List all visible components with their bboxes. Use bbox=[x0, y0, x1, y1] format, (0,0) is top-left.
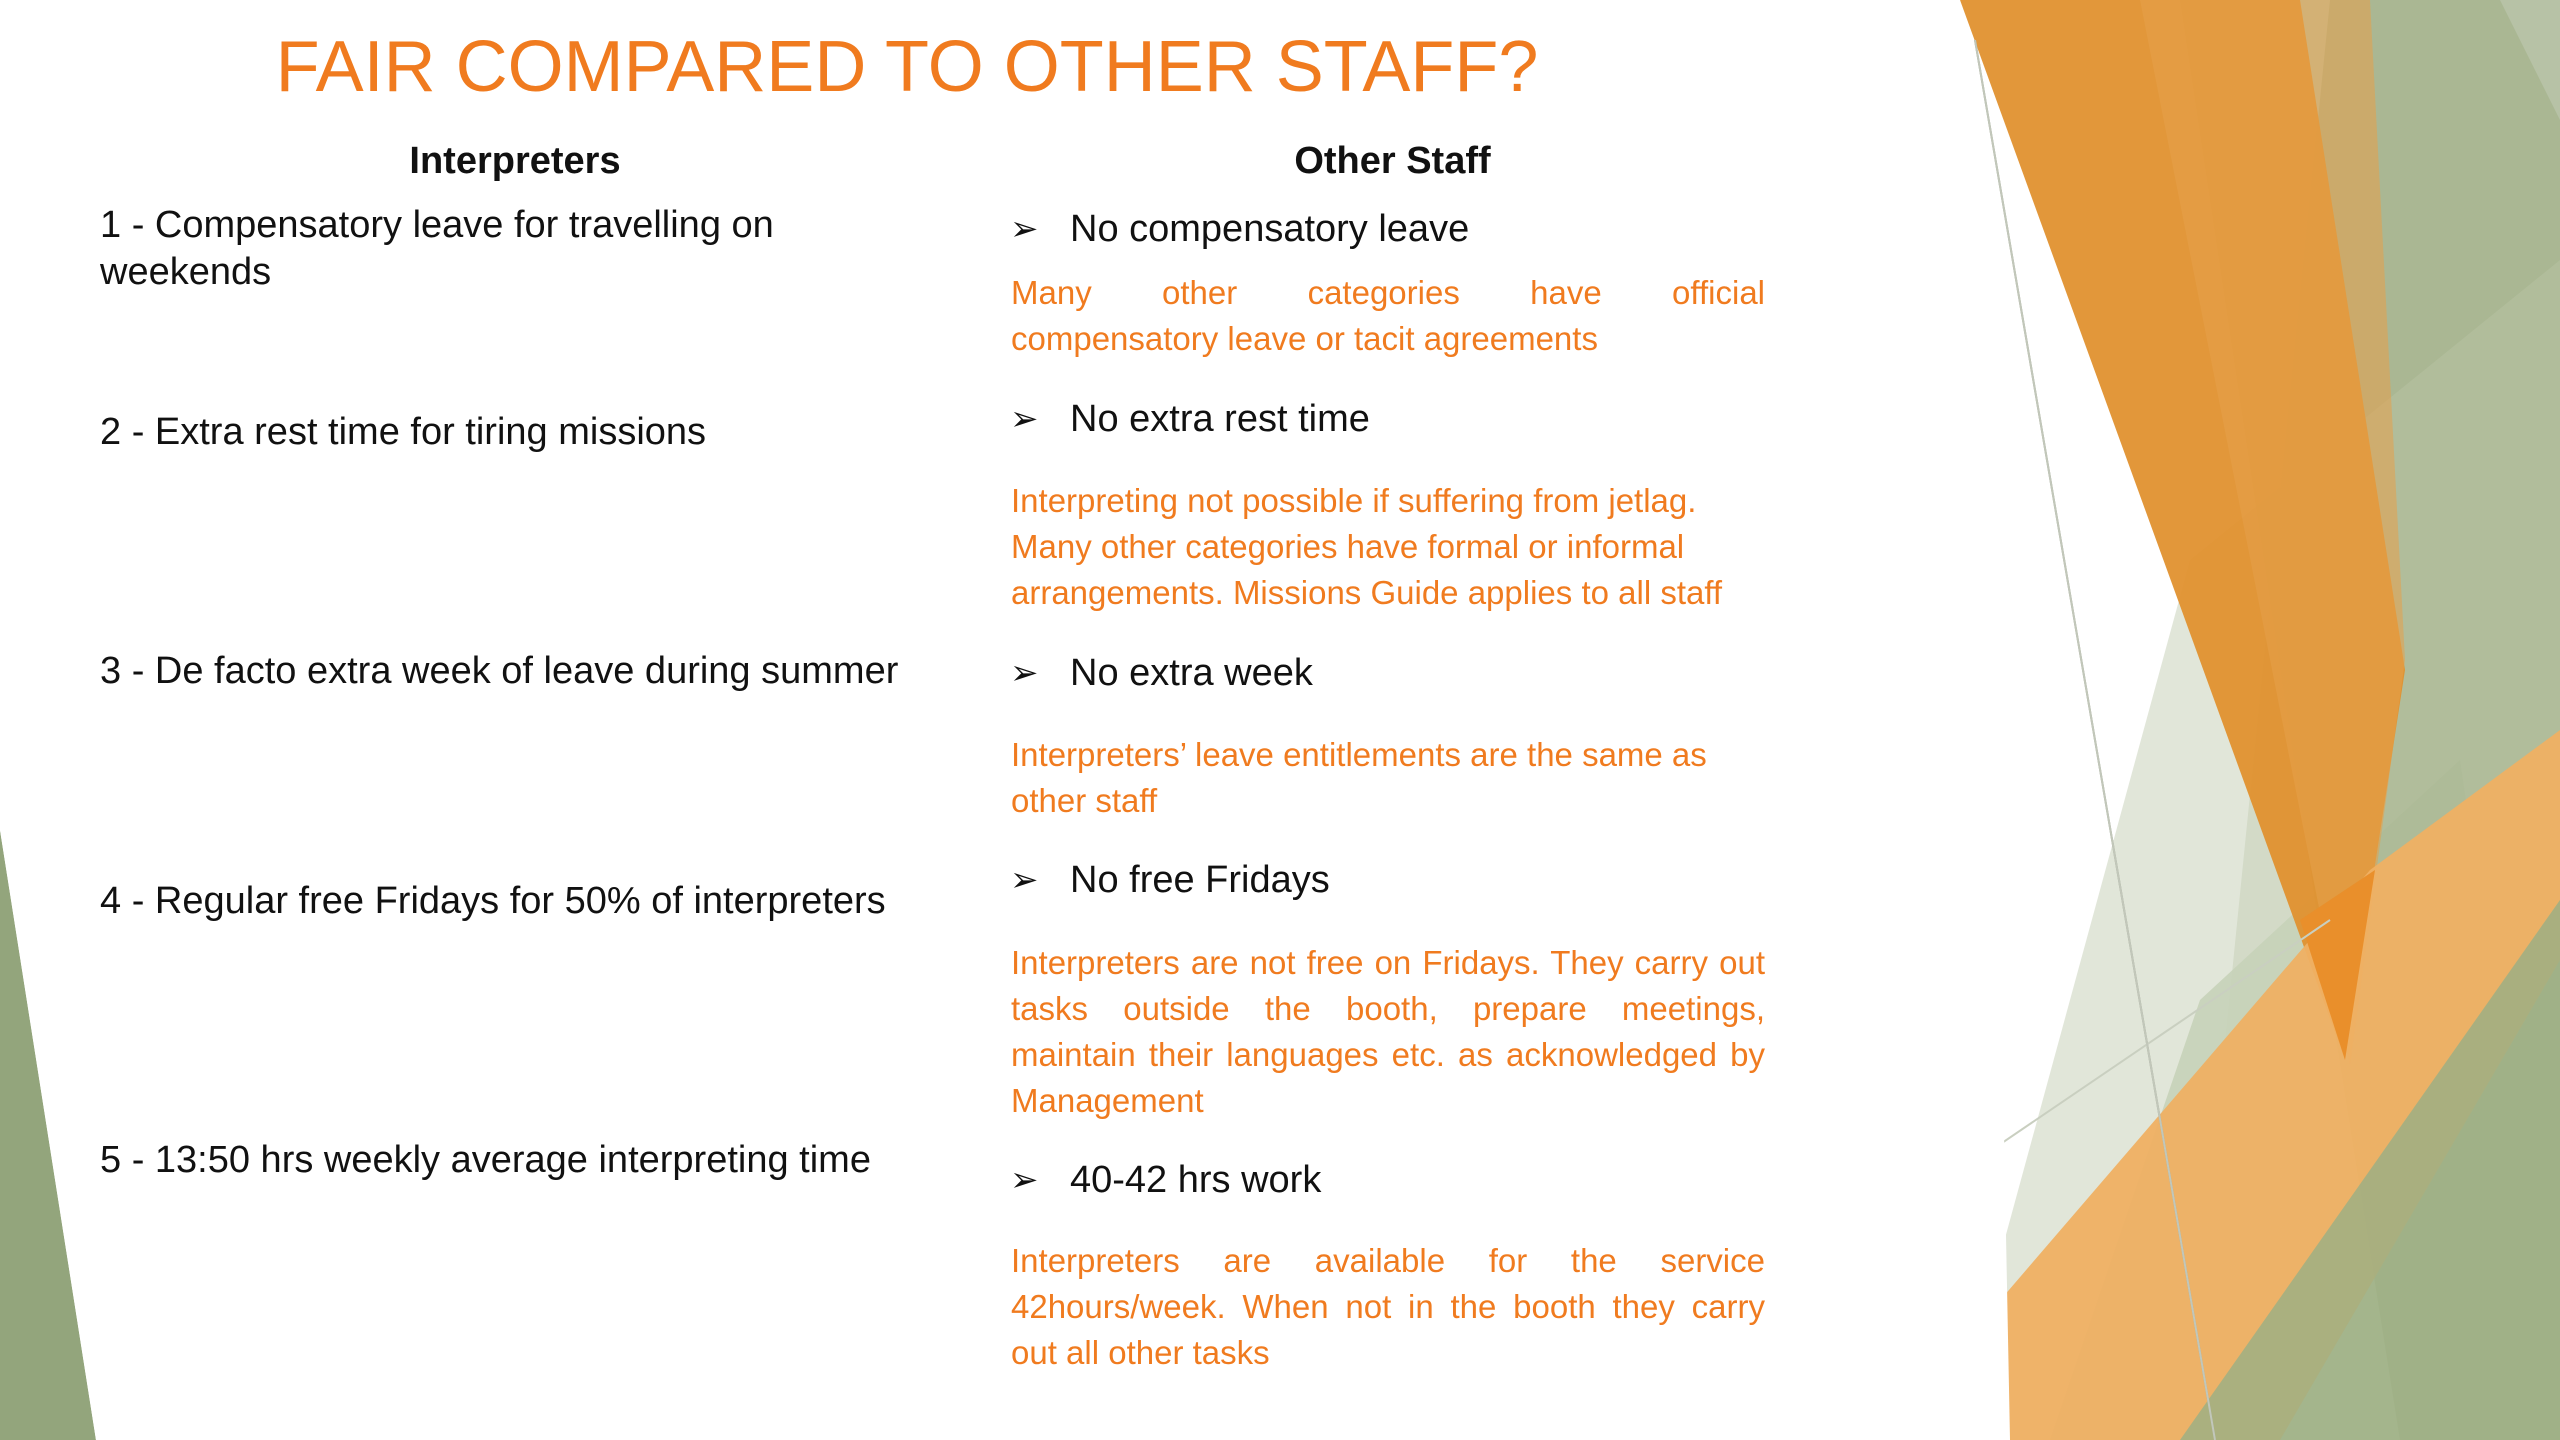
arrow-bullet-icon: ➢ bbox=[1010, 861, 1039, 899]
arrow-bullet-icon: ➢ bbox=[1010, 400, 1039, 438]
other-staff-point-text: No extra week bbox=[1070, 652, 1313, 694]
arrow-bullet-icon: ➢ bbox=[1010, 1161, 1039, 1199]
interpreter-item-2: 2 - Extra rest time for tiring missions bbox=[100, 411, 707, 453]
note-4: Interpreters are not free on Fridays. They carry out tasks outside the booth, prepare meetings, maintain their languages etc. as acknowledged by Management bbox=[1011, 944, 1765, 1119]
note-5 bbox=[1011, 1238, 1765, 1376]
other-staff-column-header: Other Staff bbox=[1294, 140, 1491, 182]
note-3: Interpreters’ leave entitlements are the same as other staff bbox=[1011, 736, 1707, 819]
interpreters-column-header: Interpreters bbox=[409, 140, 621, 182]
interpreter-item-5: 5 - 13:50 hrs weekly average interpreting time bbox=[100, 1139, 871, 1181]
other-staff-point-text: 40-42 hrs work bbox=[1070, 1159, 1322, 1201]
other-staff-point-2 bbox=[1010, 396, 1810, 443]
other-staff-point-text: No extra rest time bbox=[1070, 398, 1370, 440]
other-staff-point-4 bbox=[1010, 857, 1810, 904]
arrow-bullet-icon: ➢ bbox=[1010, 654, 1039, 692]
other-staff-point-3 bbox=[1010, 650, 1810, 697]
arrow-bullet-icon: ➢ bbox=[1010, 210, 1039, 248]
interpreter-item-1: 1 - Compensatory leave for travelling on weekends bbox=[100, 204, 774, 293]
slide-title: FAIR COMPARED TO OTHER STAFF? bbox=[275, 27, 1539, 107]
interpreter-item-3: 3 - De facto extra week of leave during summer bbox=[100, 650, 899, 692]
note-line: compensatory leave or tacit agreements bbox=[1011, 320, 1598, 357]
other-staff-point-text: No free Fridays bbox=[1070, 859, 1330, 901]
note-1 bbox=[1011, 270, 1765, 362]
note-line: 42hours/week. When not in the booth they carry bbox=[1011, 1288, 1765, 1325]
interpreter-item-4: 4 - Regular free Fridays for 50% of interpreters bbox=[100, 880, 886, 922]
other-staff-point-text: No compensatory leave bbox=[1070, 208, 1470, 250]
note-line: Many other categories have official bbox=[1011, 274, 1765, 311]
note-2: Interpreting not possible if suffering from jetlag. Many other categories have formal or informal arrangements. Missions Guide applies to all staff bbox=[1011, 482, 1723, 611]
other-staff-point-1 bbox=[1010, 206, 1810, 253]
note-line: out all other tasks bbox=[1011, 1334, 1270, 1371]
other-staff-point-5 bbox=[1010, 1157, 1810, 1204]
note-line: Interpreters are available for the service bbox=[1011, 1242, 1765, 1279]
